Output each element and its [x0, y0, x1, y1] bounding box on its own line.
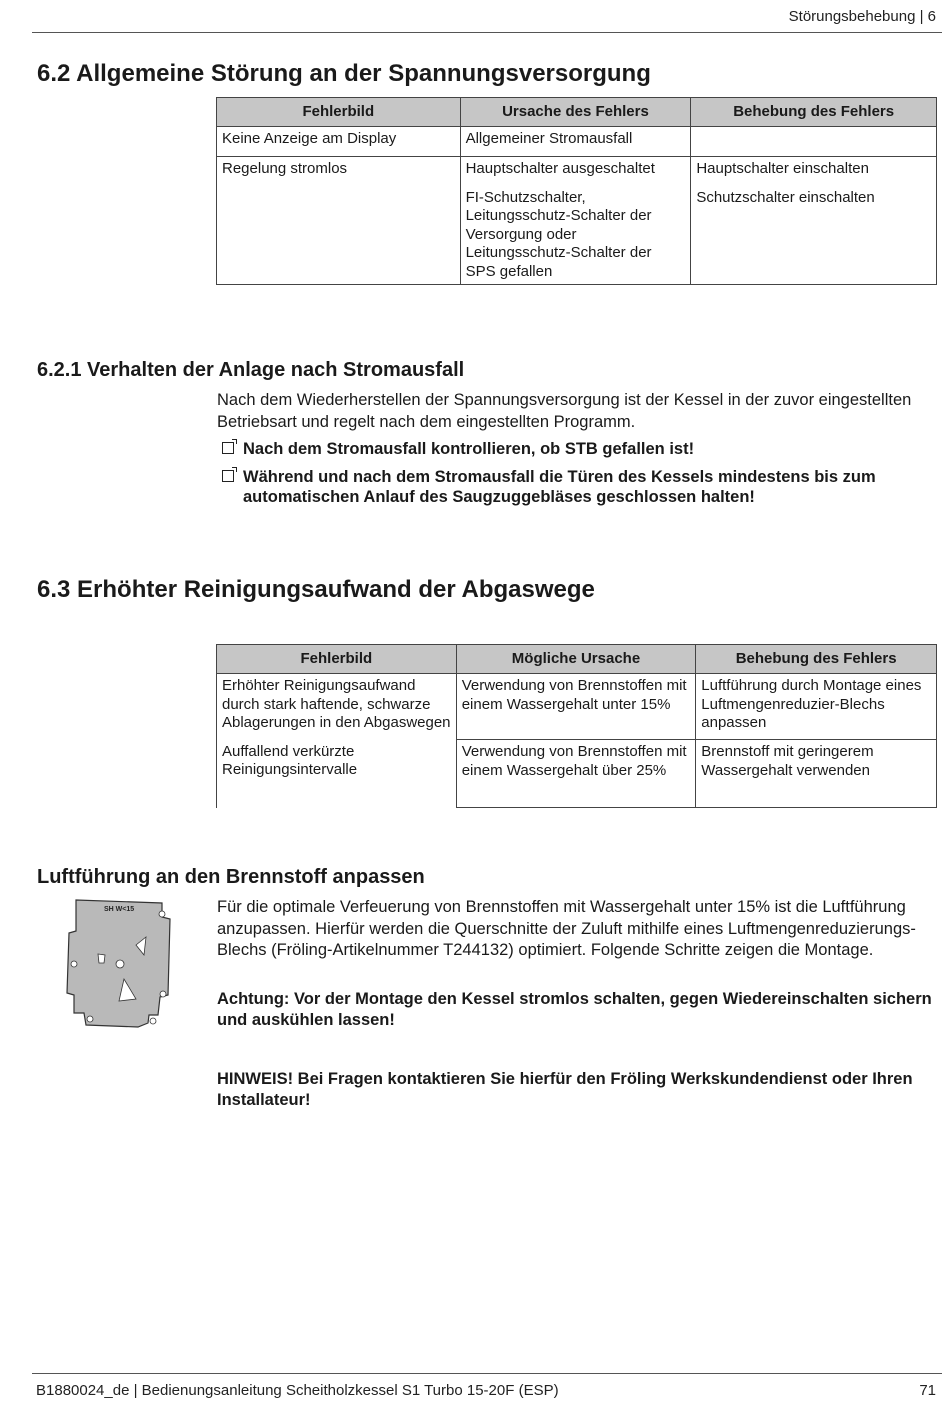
section-6-2-title: 6.2 Allgemeine Störung an der Spannungsversorgung	[37, 60, 651, 87]
col-header-ursache: Ursache des Fehlers	[460, 98, 691, 127]
col-header-behebung: Behebung des Fehlers	[696, 645, 937, 674]
cell-text: Hauptschalter einschalten	[696, 160, 869, 177]
header-divider	[32, 32, 942, 33]
plate-hole	[150, 1018, 156, 1024]
cell-text: FI-Schutzschalter, Leitungsschutz-Schalter der Versorgung oder Leitungsschutz-Schalter der SPS gefallen	[465, 188, 652, 280]
warning-text: Achtung: Vor der Montage den Kessel stromlos schalten, gegen Wiedereinschalten sichern und auskühlen lassen!	[217, 989, 932, 1029]
plate-hole	[160, 991, 166, 997]
power-fault-table	[216, 97, 937, 285]
cell-behebung	[691, 127, 937, 157]
plate-slot	[98, 954, 105, 963]
plate-hole	[159, 911, 165, 917]
cell-behebung	[691, 157, 937, 285]
cleaning-fault-table	[216, 644, 937, 808]
paragraph: Nach dem Wiederherstellen der Spannungsversorgung ist der Kessel in der zuvor eingestellten Betriebsart und regelt nach dem eingestellten Programm.	[217, 391, 912, 431]
section-6-2-1-title: 6.2.1 Verhalten der Anlage nach Stromausfall	[37, 359, 465, 381]
section-6-2-1-body	[217, 390, 917, 515]
footer-divider	[32, 1373, 942, 1374]
col-header-behebung: Behebung des Fehlers	[691, 98, 937, 127]
air-supply-body	[217, 897, 939, 1112]
cell-ursache: Verwendung von Brennstoffen mit einem Wassergehalt über 25%	[456, 740, 696, 808]
col-header-ursache: Mögliche Ursache	[456, 645, 696, 674]
plate-hole	[71, 961, 77, 967]
instruction-text: Während und nach dem Stromausfall die Türen des Kessels mindestens bis zum automatischen Anlauf des Saugzuggebläses geschlossen halten!	[243, 468, 876, 506]
checkbox-icon	[222, 442, 234, 454]
cell-fehlerbild	[217, 674, 457, 808]
table-row	[217, 157, 937, 285]
cell-ursache: Verwendung von Brennstoffen mit einem Wassergehalt unter 15%	[456, 674, 696, 740]
cell-text: Hauptschalter ausgeschaltet	[465, 160, 655, 177]
cell-text: Auffallend verkürzte Reinigungsintervalle	[222, 742, 358, 778]
table-row	[217, 674, 937, 740]
paragraph: Für die optimale Verfeuerung von Brennstoffen mit Wassergehalt unter 15% ist die Luftführung anzupassen. Hierfür werden die Querschnitte der Zuluft mithilfe eines Luftmengenreduzierungs-Blechs (Fröling-Artikelnummer T244132) optimiert. Folgende Schritte zeigen die Montage.	[217, 898, 916, 959]
note-text: HINWEIS! Bei Fragen kontaktieren Sie hierfür den Fröling Werkskundendienst oder Ihren Installateur!	[217, 1069, 913, 1109]
cell-text: Schutzschalter einschalten	[696, 188, 875, 206]
table-header-row	[217, 645, 937, 674]
table-row	[217, 127, 937, 157]
page-number: 71	[919, 1382, 936, 1399]
cell-fehlerbild: Regelung stromlos	[217, 157, 461, 285]
instruction-item	[217, 467, 917, 507]
cell-ursache	[460, 157, 691, 285]
cell-behebung: Luftführung durch Montage eines Luftmengenreduzier-Blechs anpassen	[696, 674, 937, 740]
running-header: Störungsbehebung | 6	[788, 8, 936, 25]
instruction-text: Nach dem Stromausfall kontrollieren, ob STB gefallen ist!	[243, 440, 695, 458]
cell-text: Erhöhter Reinigungsaufwand durch stark haftende, schwarze Ablagerungen in den Abgaswegen	[222, 677, 451, 731]
checkbox-icon	[222, 470, 234, 482]
plate-hole	[116, 960, 124, 968]
section-6-3-title: 6.3 Erhöhter Reinigungsaufwand der Abgaswege	[37, 576, 595, 603]
cell-ursache: Allgemeiner Stromausfall	[460, 127, 691, 157]
cell-fehlerbild: Keine Anzeige am Display	[217, 127, 461, 157]
plate-label: SH W<15	[104, 906, 135, 913]
instruction-item	[217, 439, 917, 459]
table-header-row	[217, 98, 937, 127]
plate-hole	[87, 1016, 93, 1022]
cell-behebung: Brennstoff mit geringerem Wassergehalt verwenden	[696, 740, 937, 808]
air-supply-title: Luftführung an den Brennstoff anpassen	[37, 866, 425, 888]
footer-document-id: B1880024_de | Bedienungsanleitung Scheitholzkessel S1 Turbo 15-20F (ESP)	[36, 1382, 559, 1399]
col-header-fehlerbild: Fehlerbild	[217, 645, 457, 674]
col-header-fehlerbild: Fehlerbild	[217, 98, 461, 127]
reducer-plate-illustration	[64, 897, 176, 1031]
